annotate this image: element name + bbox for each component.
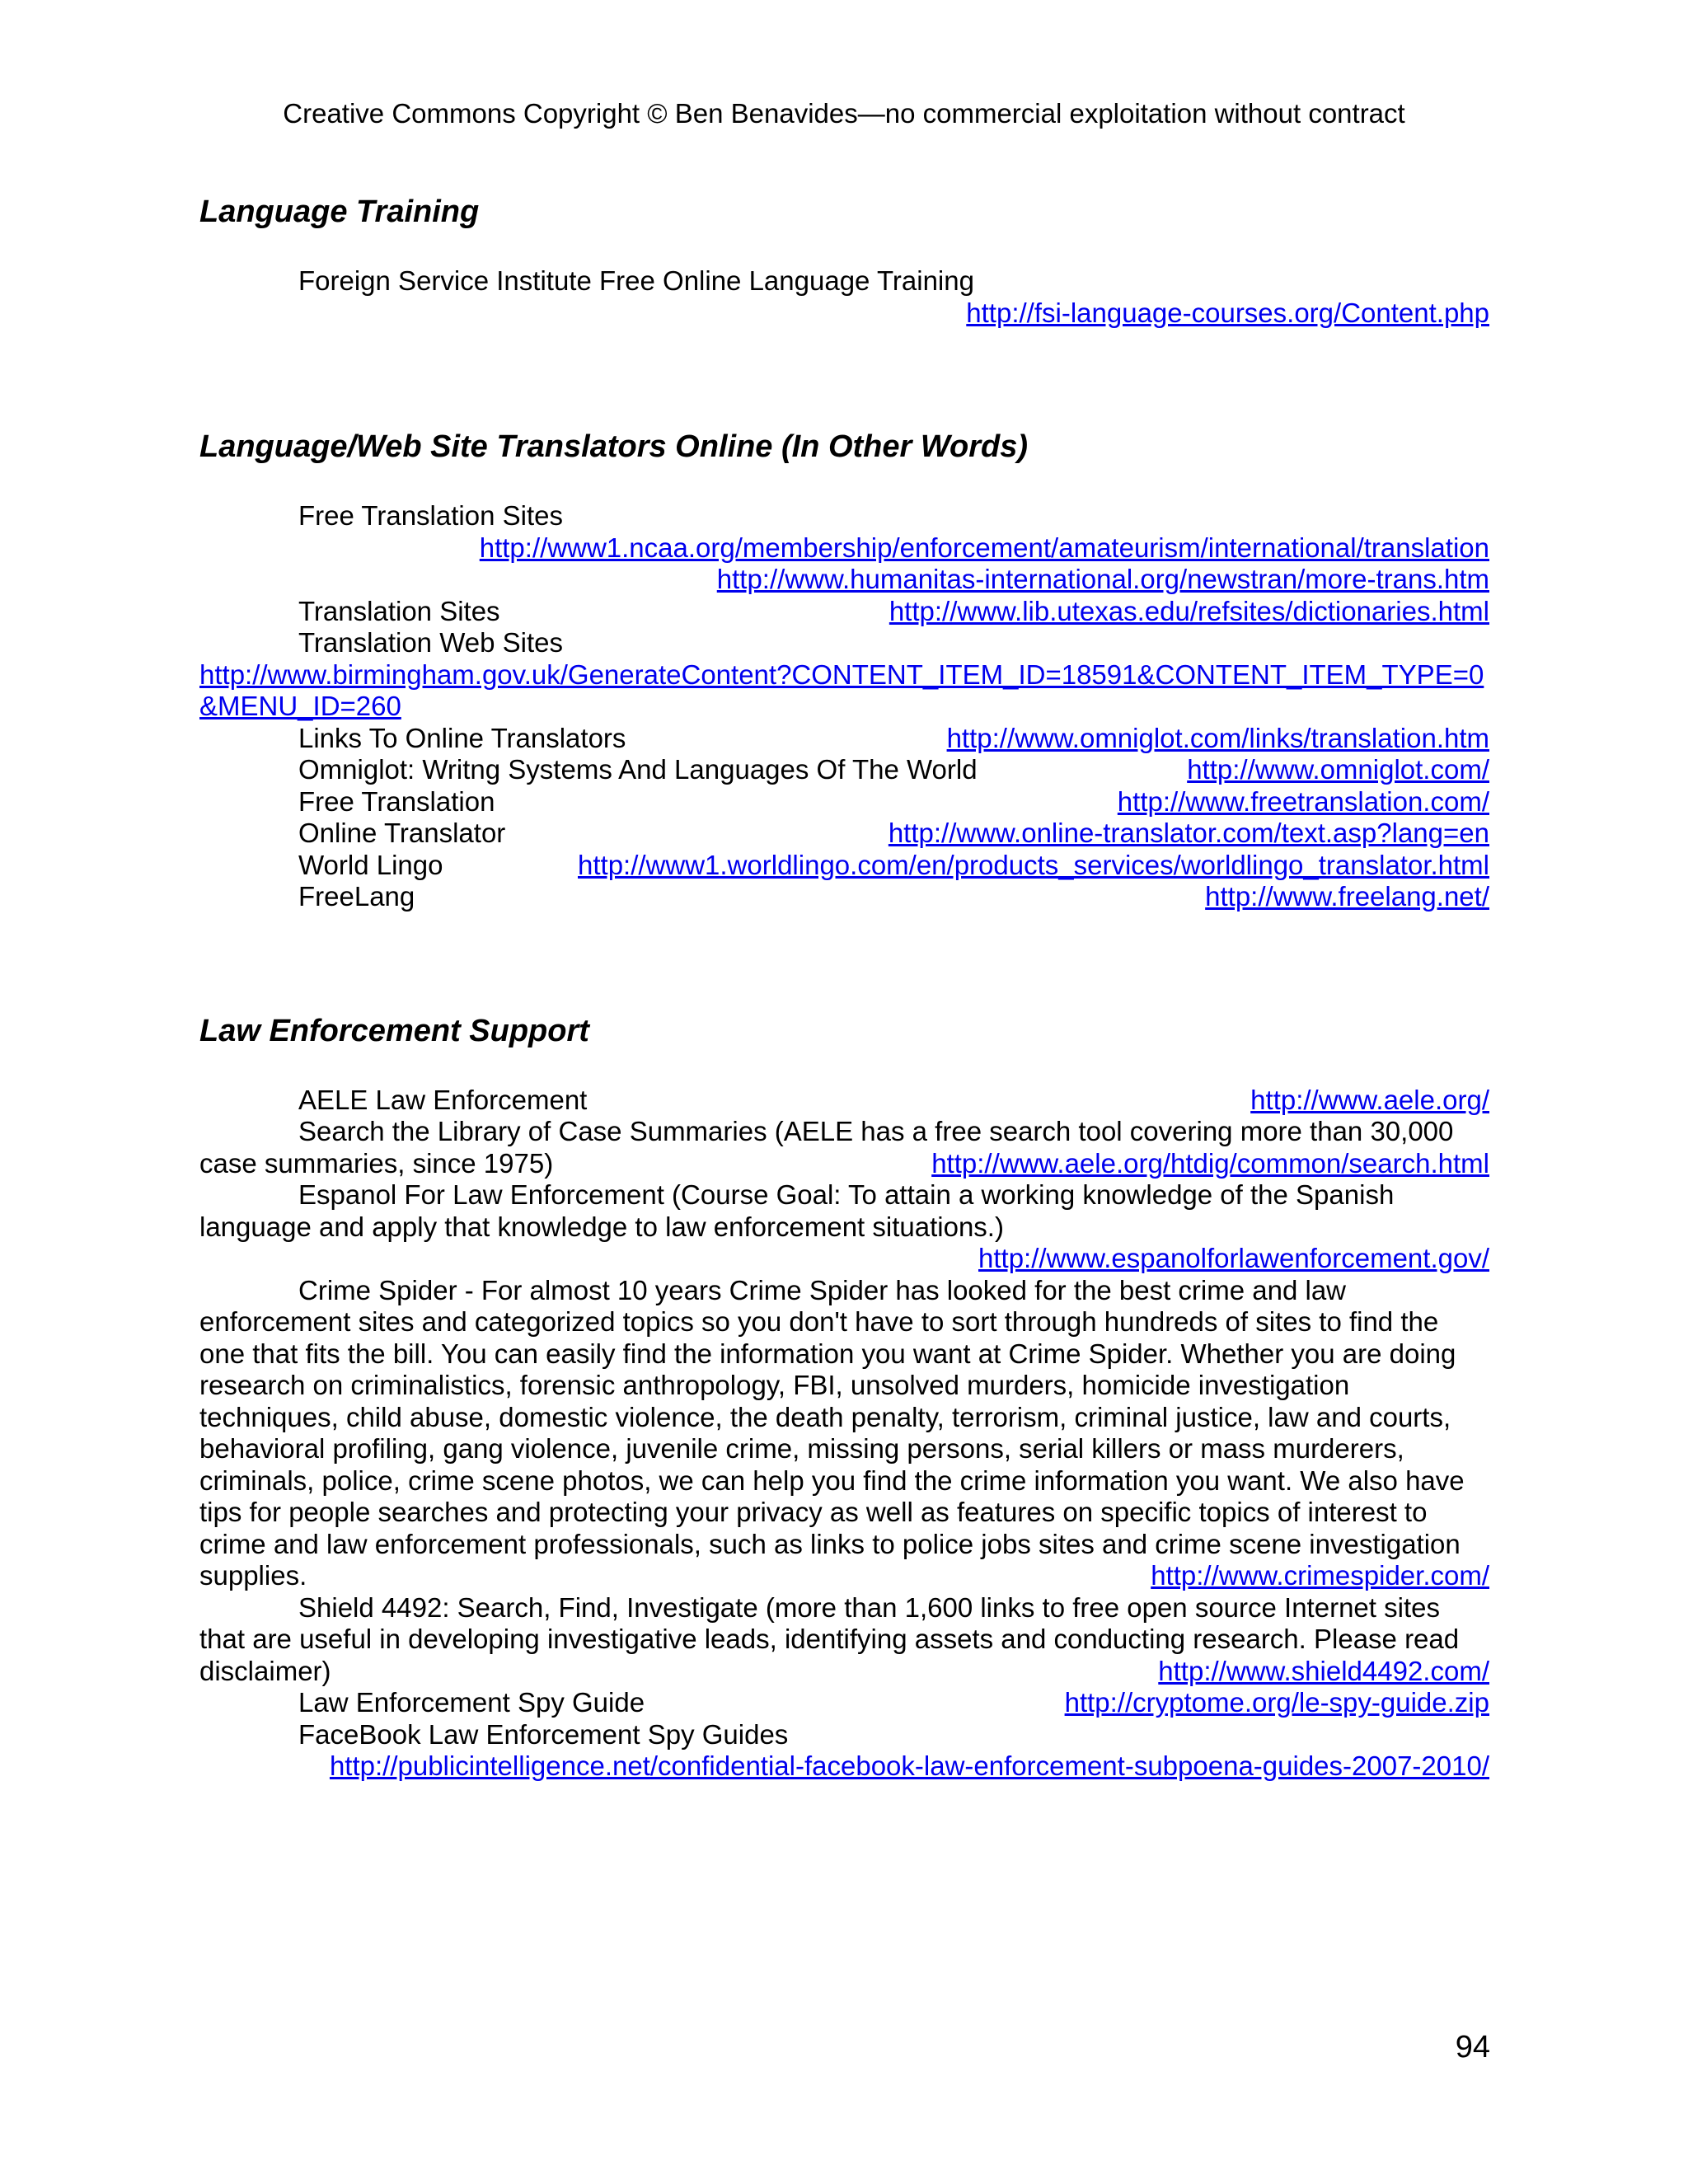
world-lingo-label: World Lingo	[298, 849, 443, 880]
spy-guide-label: Law Enforcement Spy Guide	[298, 1687, 645, 1718]
online-translator-label: Online Translator	[298, 818, 506, 848]
spy-guide-link[interactable]: http://cryptome.org/le-spy-guide.zip	[1064, 1687, 1489, 1718]
page-number: 94	[1455, 2030, 1490, 2064]
online-translator-link[interactable]: http://www.online-translator.com/text.asp?lang=en	[888, 818, 1489, 848]
freelang-link[interactable]: http://www.freelang.net/	[1205, 881, 1489, 912]
shield-link[interactable]: http://www.shield4492.com/	[1158, 1655, 1489, 1686]
birmingham-link[interactable]: http://www.birmingham.gov.uk/GenerateContent?CONTENT_ITEM_ID=18591&CONTENT_ITEM_TYPE=0&MENU_ID=260	[199, 658, 1484, 721]
espanol-link[interactable]: http://www.espanolforlawenforcement.gov/	[978, 1243, 1489, 1273]
section-title-language-training: Language Training	[199, 194, 480, 229]
ncaa-link[interactable]: http://www1.ncaa.org/membership/enforcement/amateurism/international/translation	[479, 532, 1489, 563]
aele-search-link[interactable]: http://www.aele.org/htdig/common/search.html	[931, 1147, 1489, 1179]
aele-link[interactable]: http://www.aele.org/	[1250, 1084, 1489, 1115]
facebook-label: FaceBook Law Enforcement Spy Guides	[298, 1718, 789, 1750]
espanol-paragraph: Espanol For Law Enforcement (Course Goal: To attain a working knowledge of the Spanish language and apply that knowledge to law enforcement situations.)	[199, 1179, 1395, 1242]
omniglot-label: Omniglot: Writng Systems And Languages Of The World	[298, 754, 978, 785]
translation-sites-label: Translation Sites	[298, 595, 500, 626]
section-title-translators: Language/Web Site Translators Online (In Other Words)	[199, 429, 1029, 464]
free-translation-sites-label: Free Translation Sites	[298, 500, 563, 531]
freelang-label: FreeLang	[298, 881, 415, 912]
omniglot-link[interactable]: http://www.omniglot.com/	[1187, 754, 1489, 785]
page-header: Creative Commons Copyright © Ben Benavides—no commercial exploitation without contract	[283, 98, 1405, 129]
crimespider-link[interactable]: http://www.crimespider.com/	[1151, 1560, 1489, 1591]
page-content	[199, 191, 1489, 1783]
humanitas-link[interactable]: http://www.humanitas-international.org/newstran/more-trans.htm	[716, 564, 1489, 594]
links-online-translators-label: Links To Online Translators	[298, 722, 626, 753]
crime-spider-paragraph	[199, 1275, 1489, 1592]
fsi-link[interactable]: http://fsi-language-courses.org/Content.php	[966, 297, 1489, 328]
shield-paragraph	[199, 1592, 1489, 1688]
aele-search-paragraph	[199, 1116, 1489, 1179]
aele-search-text: Search the Library of Case Summaries (AELE has a free search tool covering more than 30,000 case summaries, since 1975)	[199, 1116, 1454, 1179]
worldlingo-link[interactable]: http://www1.worldlingo.com/en/products_services/worldlingo_translator.html	[578, 849, 1489, 880]
freetranslation-link[interactable]: http://www.freetranslation.com/	[1117, 785, 1489, 817]
crime-spider-text: Crime Spider - For almost 10 years Crime Spider has looked for the best crime and law enforcement sites and categorized topics so you don't have to sort through hundreds of sites to find the one that fits the bill. You can easily find the information you want at Crime Spider. Whether you are doing research on criminalistics, forensic anthropology, FBI, unsolved murders, homicide investigation techniques, child abuse, domestic violence, the death penalty, terrorism, criminal justice, law and courts, behavioral profiling, gang violence, juvenile crime, missing persons, serial killers or mass murderers, criminals, police, crime scene photos, we can help you find the crime information you want. We also have tips for people searches and protecting your privacy as well as features on specific topics of interest to crime and law enforcement professionals, such as links to police jobs sites and crime scene investigation supplies.	[199, 1274, 1465, 1591]
translation-web-sites-label: Translation Web Sites	[298, 627, 563, 658]
fsi-label: Foreign Service Institute Free Online Language Training	[298, 265, 974, 296]
section-title-law-enforcement: Law Enforcement Support	[199, 1013, 589, 1048]
shield-text: Shield 4492: Search, Find, Investigate (more than 1,600 links to free open source Internet sites that are useful in developing investigative leads, identifying assets and conducting research. Please read disclaimer)	[199, 1591, 1460, 1686]
facebook-link[interactable]: http://publicintelligence.net/confidential-facebook-law-enforcement-subpoena-guides-2007-2010/	[329, 1750, 1489, 1781]
omniglot-links-link[interactable]: http://www.omniglot.com/links/translation.htm	[946, 722, 1489, 753]
aele-label: AELE Law Enforcement	[298, 1084, 588, 1115]
utexas-link[interactable]: http://www.lib.utexas.edu/refsites/dictionaries.html	[889, 595, 1489, 626]
free-translation-label: Free Translation	[298, 785, 495, 817]
